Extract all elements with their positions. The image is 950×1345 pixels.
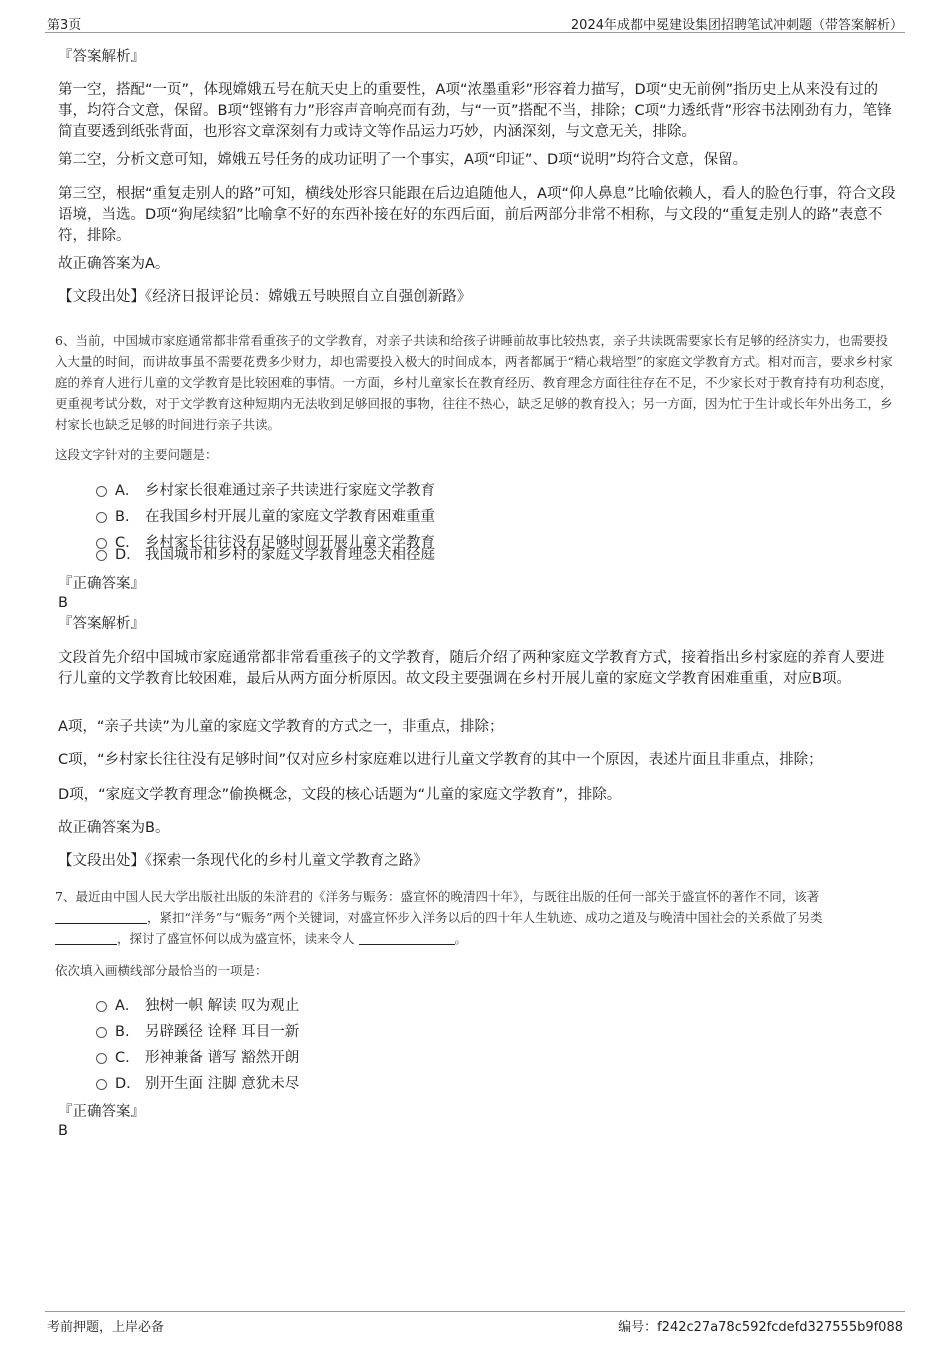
q7-option-b[interactable]: B. 另辟蹊径 诠释 耳目一新 xyxy=(96,1022,299,1042)
q6-answer: B xyxy=(58,595,68,611)
radio-icon[interactable] xyxy=(96,1027,107,1038)
q6-analysis-p2: A项，“亲子共读”为儿童的家庭文学教育的方式之一，非重点，排除； xyxy=(58,719,504,735)
q6-option-b[interactable]: B. 在我国乡村开展儿童的家庭文学教育困难重重 xyxy=(96,507,435,527)
radio-icon[interactable] xyxy=(96,486,107,497)
document-code: 编号：f242c27a78c592fcdefd327555b9f088 xyxy=(618,1320,903,1335)
q7-passage: 7、最近由中国人民大学出版社出版的朱浒君的《洋务与赈务：盛宣怀的晚清四十年》，与既往出版的任何一部关于盛宣怀的著作不同，该著 ，紧扣“洋务”与“赈务”两个关键词，对盛宣怀步入洋务以后的四十年人生轨迹、成功之道及与晚清中国社会的关系做了另类 ，探讨了盛宣怀何以成为盛宣怀，读来令人 。 xyxy=(55,889,823,946)
q6-option-d[interactable]: D. 我国城市和乡村的家庭文学教育理念大相径庭 xyxy=(96,545,435,565)
q6-analysis-p1: 文段首先介绍中国城市家庭通常都非常看重孩子的文学教育，随后介绍了两种家庭文学教育方式，接着指出乡村家庭的养育人要进行儿童的文学教育比较困难，最后从两方面分析原因。故文段主要强调在乡村开展儿童的家庭文学教育困难重重，对应B项。 xyxy=(58,650,885,687)
q5-analysis-heading: 『答案解析』 xyxy=(58,49,145,65)
q5-analysis-p1: 第一空，搭配“一页”，体现嫦娥五号在航天史上的重要性，A项“浓墨重彩”形容着力描写，D项“史无前例”指历史上从来没有过的事，均符合文意，保留。B项“铿锵有力”形容声音响亮而有劲，与“一页”搭配不当，排除；C项“力透纸背”形容书法刚劲有力，笔锋简直要透到纸张背面，也形容文章深刻有力或诗文等作品运力巧妙，内涵深刻，与文意无关，排除。 xyxy=(58,82,892,140)
blank-2 xyxy=(55,932,117,945)
q5-analysis-p3: 第三空，根据“重复走别人的路”可知，横线处形容只能跟在后边追随他人，A项“仰人鼻息”比喻依赖人，看人的脸色行事，符合文段语境，当选。D项“狗尾续貂”比喻拿不好的东西补接在好的东西后面，前后两部分非常不相称，与文段的“重复走别人的路”表意不符，排除。 xyxy=(58,186,896,244)
q6-analysis-p4: D项，“家庭文学教育理念”偷换概念，文段的核心话题为“儿童的家庭文学教育”，排除。 xyxy=(58,787,622,803)
footer-slogan: 考前押题，上岸必备 xyxy=(47,1320,165,1335)
q6-option-a[interactable]: A． 乡村家长很难通过亲子共读进行家庭文学教育 xyxy=(96,481,435,501)
document-title: 2024年成都中冕建设集团招聘笔试冲刺题（带答案解析） xyxy=(570,18,903,33)
q7-option-c[interactable]: C. 形神兼备 谱写 豁然开朗 xyxy=(96,1048,299,1068)
q5-analysis-p2: 第二空，分析文意可知，嫦娥五号任务的成功证明了一个事实，A项“印证”、D项“说明”均符合文意，保留。 xyxy=(58,152,748,168)
q5-answer-line: 故正确答案为A。 xyxy=(58,256,170,272)
q6-passage: 6、当前，中国城市家庭通常都非常看重孩子的文学教育，对亲子共读和给孩子讲睡前故事比较热衷，亲子共读既需要家长有足够的经济实力，也需要投入大量的时间，而讲故事虽不需要花费多少财力，却也需要投入极大的时间成本，两者都属于“精心栽培型”的家庭文学教育方式。相对而言，要求乡村家庭的养育人进行儿童的文学教育是比较困难的事情。一方面，乡村儿童家长在教育经历、教育理念方面往往存在不足，不少家长对于教育持有功利态度，更重视考试分数，对于文学教育这种短期内无法收到足够回报的事物，往往不热心，缺乏足够的教育投入；另一方面，因为忙于生计或长年外出务工，乡村家长也缺乏足够的时间进行亲子共读。 xyxy=(55,333,893,432)
q6-option-c[interactable]: C. 乡村家长往往没有足够时间开展儿童文学教育 xyxy=(96,533,435,553)
q7-option-d[interactable]: D. 别开生面 注脚 意犹未尽 xyxy=(96,1074,299,1094)
page-number: 第3页 xyxy=(47,18,82,33)
radio-icon[interactable] xyxy=(96,1053,107,1064)
radio-icon[interactable] xyxy=(96,512,107,523)
radio-icon[interactable] xyxy=(96,550,107,561)
q7-option-a[interactable]: A． 独树一帜 解读 叹为观止 xyxy=(96,996,299,1016)
q6-answer-heading: 『正确答案』 xyxy=(58,576,145,592)
q6-analysis-heading: 『答案解析』 xyxy=(58,616,145,632)
q7-answer-heading: 『正确答案』 xyxy=(58,1104,145,1120)
q5-source: 【文段出处】《经济日报评论员：嫦娥五号映照自立自强创新路》 xyxy=(58,289,472,305)
blank-1 xyxy=(55,911,147,924)
page-header xyxy=(45,12,905,33)
radio-icon[interactable] xyxy=(96,1001,107,1012)
q7-question: 依次填入画横线部分最恰当的一项是： xyxy=(55,963,268,978)
q6-source: 【文段出处】《探索一条现代化的乡村儿童文学教育之路》 xyxy=(58,853,428,869)
q7-answer: B xyxy=(58,1123,68,1139)
blank-3 xyxy=(359,932,455,945)
q6-answer-line: 故正确答案为B。 xyxy=(58,820,170,836)
q6-question: 这段文字针对的主要问题是： xyxy=(55,447,218,462)
radio-icon[interactable] xyxy=(96,1079,107,1090)
q6-analysis-p3: C项，“乡村家长往往没有足够时间”仅对应乡村家庭难以进行儿童文学教育的其中一个原因，表述片面且非重点，排除； xyxy=(58,752,823,768)
page-footer xyxy=(45,1311,905,1336)
